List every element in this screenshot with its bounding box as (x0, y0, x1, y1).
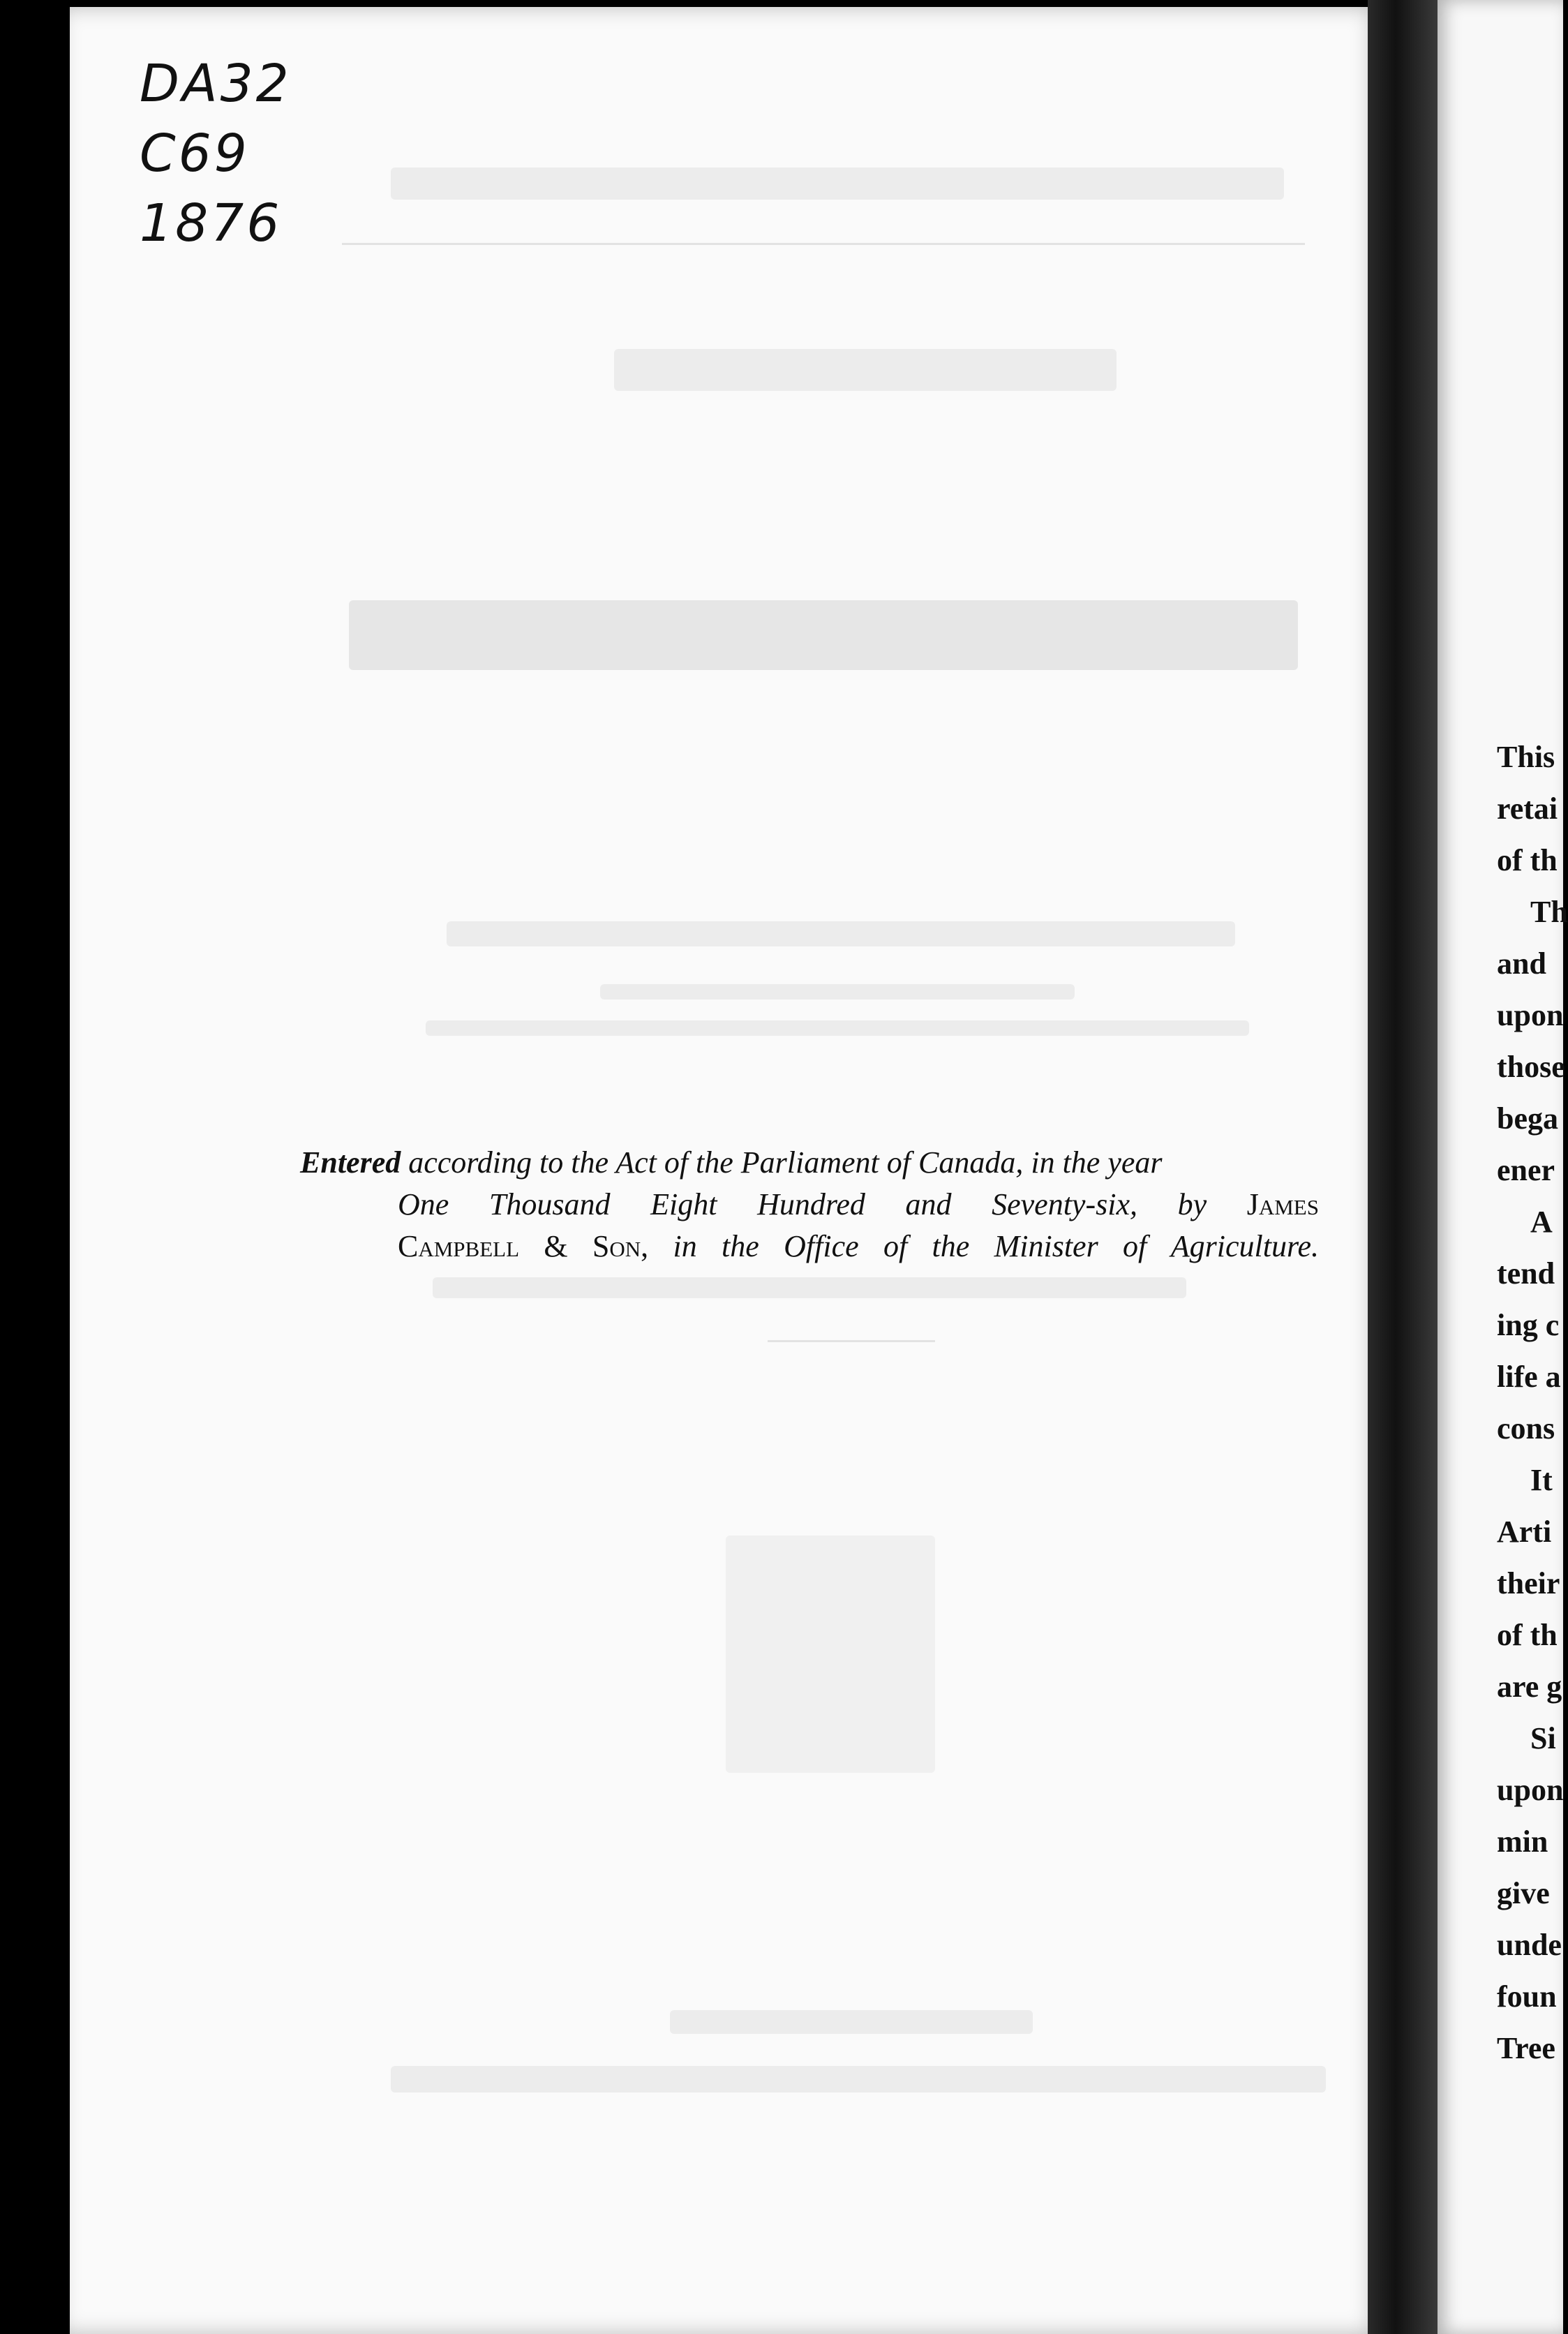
right-page-line: are g (1497, 1670, 1562, 1704)
right-page-line: min (1497, 1824, 1548, 1859)
notice-line-2-text: One Thousand Eight Hundred and Seventy-six, by (398, 1187, 1247, 1221)
right-page-line: and (1497, 946, 1546, 981)
right-page-line: It (1530, 1463, 1553, 1497)
publisher-name-part-1: James (1246, 1187, 1319, 1221)
notice-line-1-text: according to the Act of the Parliament of Canada, in the year (401, 1145, 1163, 1180)
right-page-line: their (1497, 1566, 1560, 1600)
notice-lead-word: Entered (300, 1145, 401, 1180)
right-page-line: upon (1497, 998, 1564, 1032)
call-number-line: DA32 (140, 54, 292, 114)
notice-line-1 (300, 1142, 1319, 1184)
right-page-line: This (1497, 740, 1555, 774)
call-number-line: C69 (140, 124, 250, 184)
right-page-line: retai (1497, 791, 1558, 826)
right-page-line: give (1497, 1876, 1550, 1910)
handwritten-call-number (140, 49, 292, 258)
right-page-line: of th (1497, 1618, 1558, 1652)
right-page-line: ener (1497, 1153, 1555, 1187)
right-page-line: Si (1530, 1721, 1556, 1755)
right-page-line: A (1530, 1205, 1553, 1239)
right-page-line: Arti (1497, 1515, 1552, 1549)
right-page-text (1497, 731, 1568, 2074)
right-page-line: those (1497, 1050, 1565, 1084)
book-gutter (1368, 0, 1438, 2334)
right-page-line: unde (1497, 1928, 1562, 1962)
copyright-notice (300, 1142, 1319, 1268)
notice-line-3-text: in the Office of the Minister of Agriculture. (648, 1229, 1319, 1263)
notice-line-2 (300, 1184, 1319, 1226)
right-page-line: cons (1497, 1411, 1555, 1445)
right-page-line: of th (1497, 843, 1558, 877)
call-number-line: 1876 (140, 193, 283, 253)
right-page-line: ing c (1497, 1308, 1560, 1342)
right-page-line: upon (1497, 1773, 1564, 1807)
right-page-line: Tree (1497, 2031, 1555, 2065)
right-page-line: foun (1497, 1979, 1557, 2014)
right-page-line: bega (1497, 1101, 1558, 1136)
right-page-line: Th (1530, 895, 1568, 929)
right-page-line: life a (1497, 1360, 1561, 1394)
publisher-name-part-2: Campbell & Son, (398, 1229, 649, 1263)
notice-line-3 (300, 1226, 1319, 1268)
right-page-line: tend (1497, 1256, 1555, 1291)
